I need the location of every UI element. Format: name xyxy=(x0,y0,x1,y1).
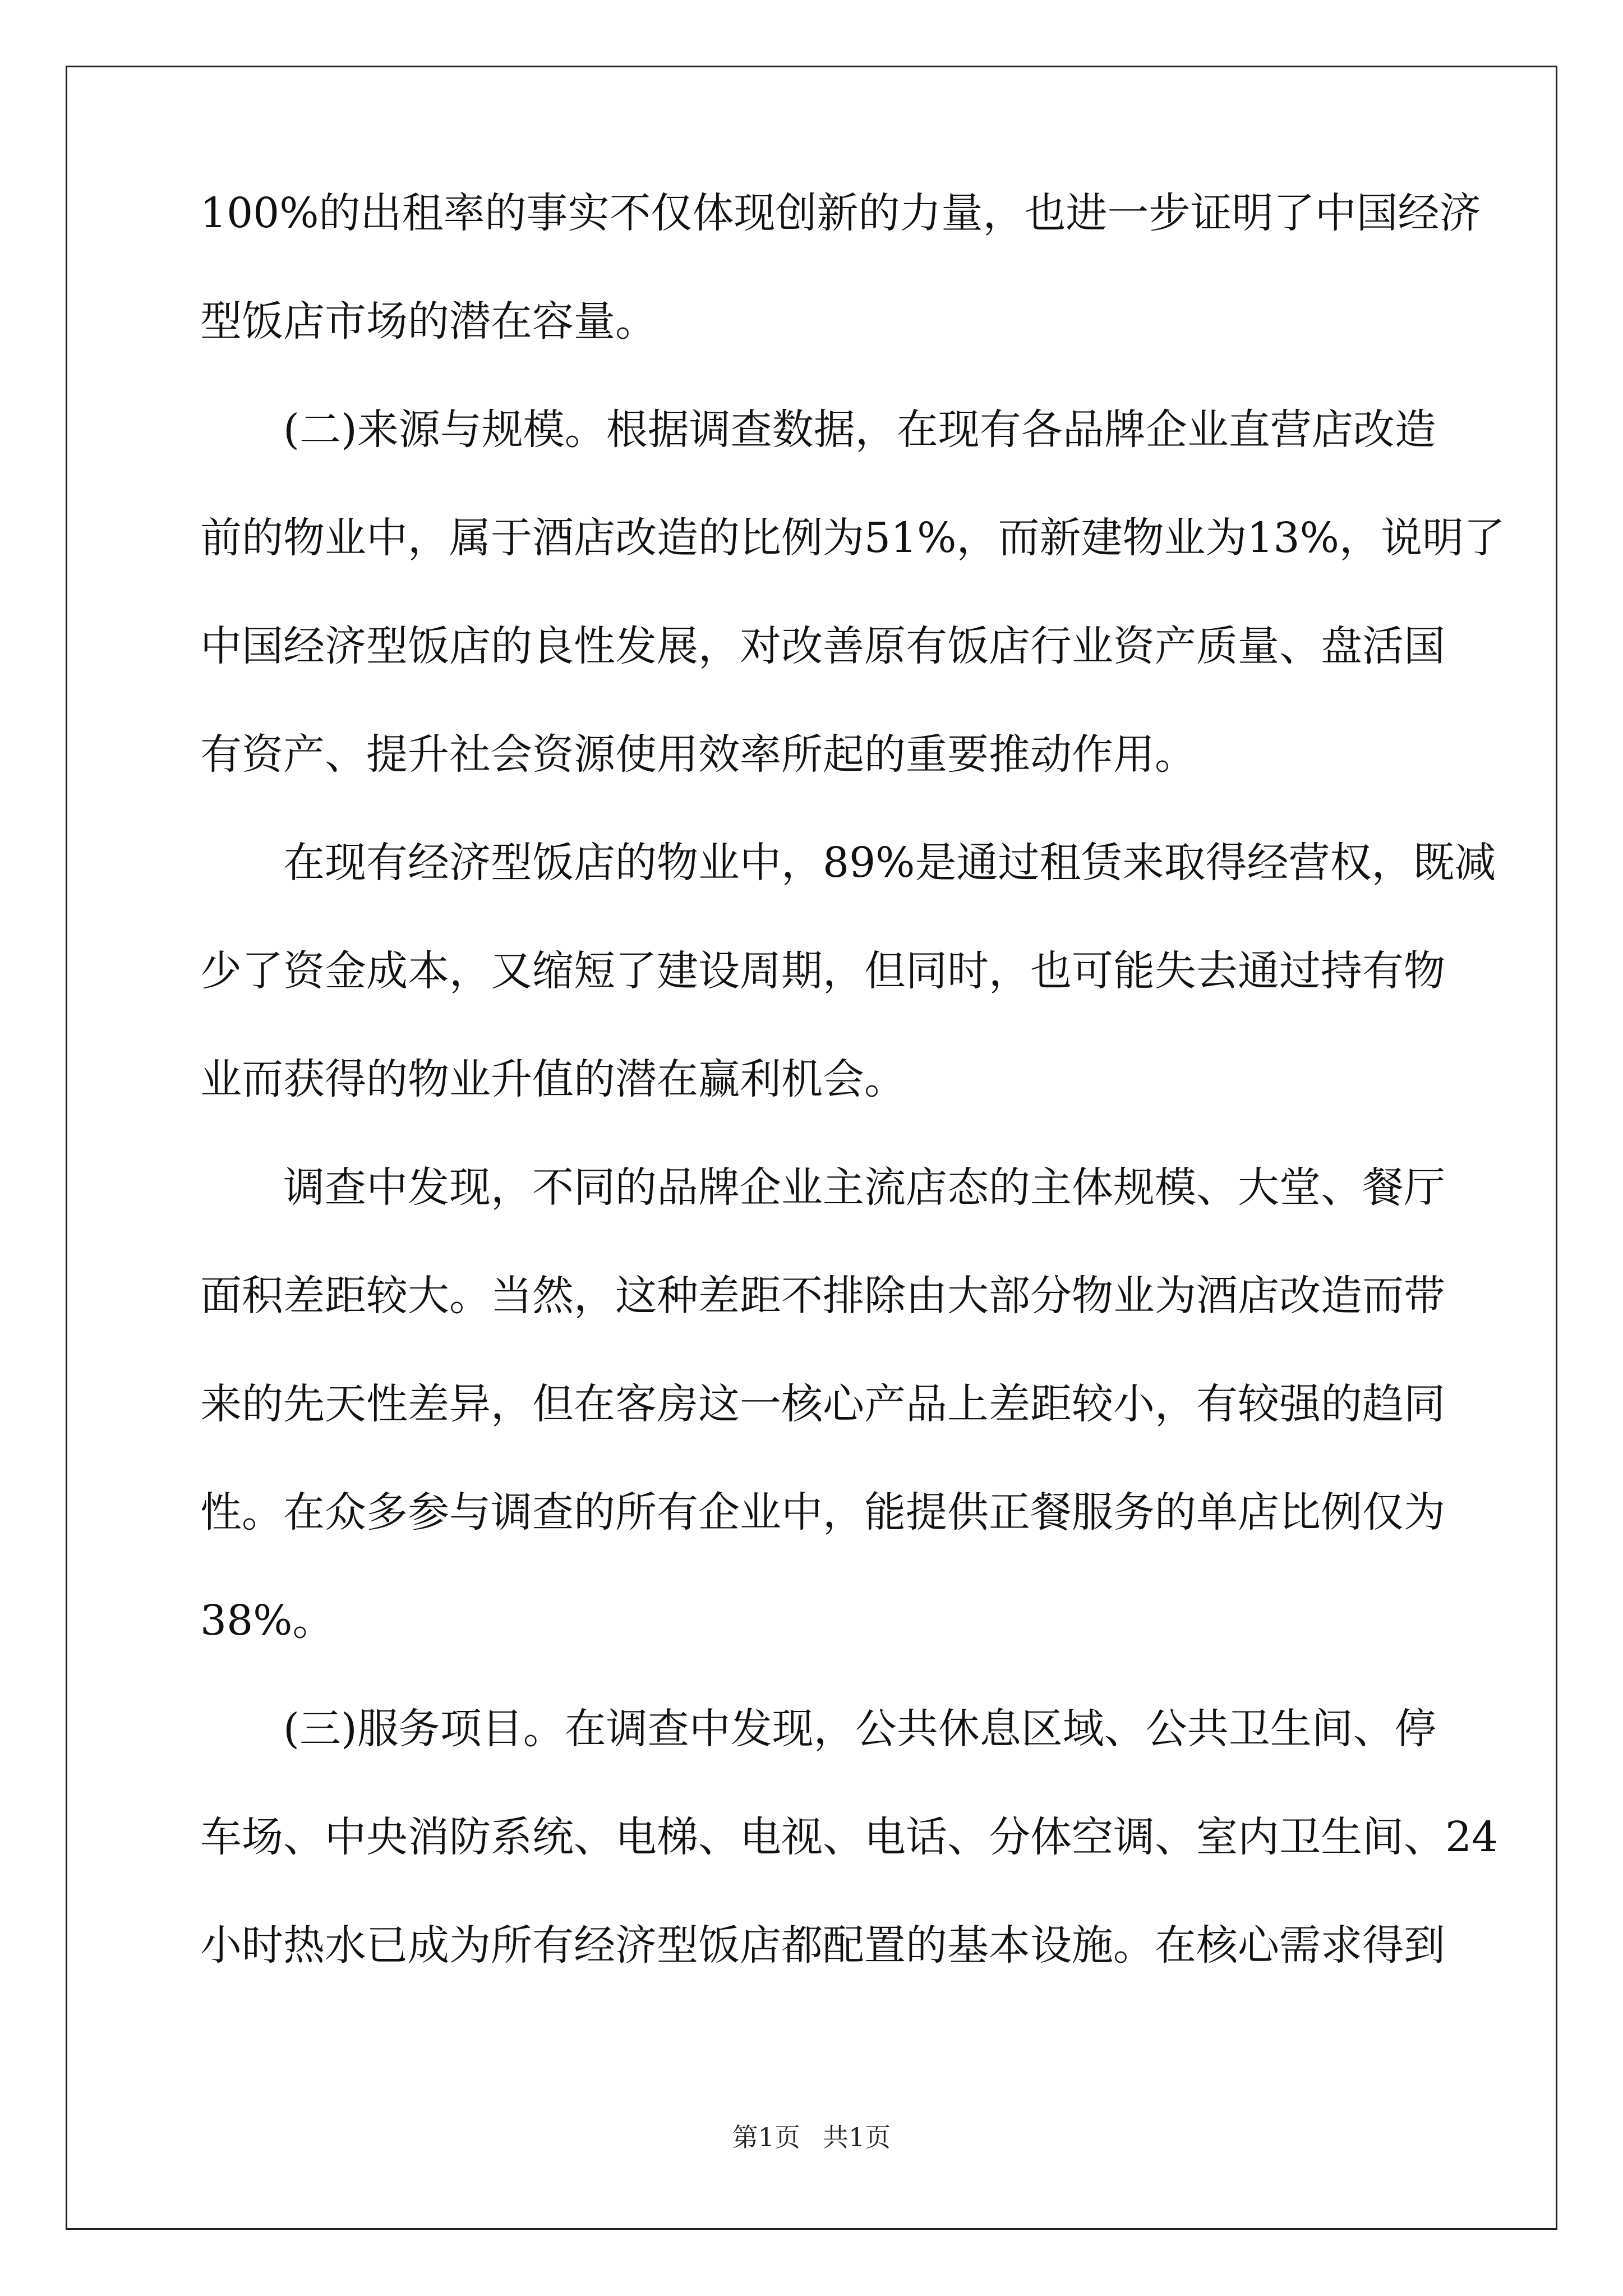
page-footer xyxy=(0,2120,1623,2154)
text-line: 业而获得的物业升值的潜在赢利机会。 xyxy=(200,1055,906,1103)
text-line: 面积差距较大。当然，这种差距不排除由大部分物业为酒店改造而带 xyxy=(200,1272,1445,1320)
text-line: 100%的出租率的事实不仅体现创新的力量，也进一步证明了中国经济 xyxy=(200,189,1481,237)
text-line: 性。在众多参与调查的所有企业中，能提供正餐服务的单店比例仅为 xyxy=(200,1488,1445,1536)
text-line: 少了资金成本，又缩短了建设周期，但同时，也可能失去通过持有物 xyxy=(200,947,1445,995)
text-line: 小时热水已成为所有经济型饭店都配置的基本设施。在核心需求得到 xyxy=(200,1921,1445,1970)
page-number: 第1页 xyxy=(732,2122,800,2152)
text-line: 有资产、提升社会资源使用效率所起的重要推动作用。 xyxy=(200,730,1196,779)
text-line: 前的物业中，属于酒店改造的比例为51%，而新建物业为13%，说明了 xyxy=(200,514,1505,562)
text-line: 38%。 xyxy=(200,1596,334,1645)
text-line: (二)来源与规模。根据调查数据，在现有各品牌企业直营店改造 xyxy=(200,406,1436,454)
page-border xyxy=(66,66,1557,2230)
text-line: 型饭店市场的潜在容量。 xyxy=(200,297,657,346)
text-line: 来的先天性差异，但在客房这一核心产品上差距较小，有较强的趋同 xyxy=(200,1380,1445,1428)
text-line: 中国经济型饭店的良性发展，对改善原有饭店行业资产质量、盘活国 xyxy=(200,622,1445,670)
page-total: 共1页 xyxy=(823,2122,891,2152)
text-line: 调查中发现，不同的品牌企业主流店态的主体规模、大堂、餐厅 xyxy=(200,1163,1445,1212)
text-line: 车场、中央消防系统、电梯、电视、电话、分体空调、室内卫生间、24 xyxy=(200,1813,1498,1861)
text-line: (三)服务项目。在调查中发现，公共休息区域、公共卫生间、停 xyxy=(200,1705,1436,1753)
text-line: 在现有经济型饭店的物业中，89%是通过租赁来取得经营权，既减 xyxy=(200,839,1496,887)
